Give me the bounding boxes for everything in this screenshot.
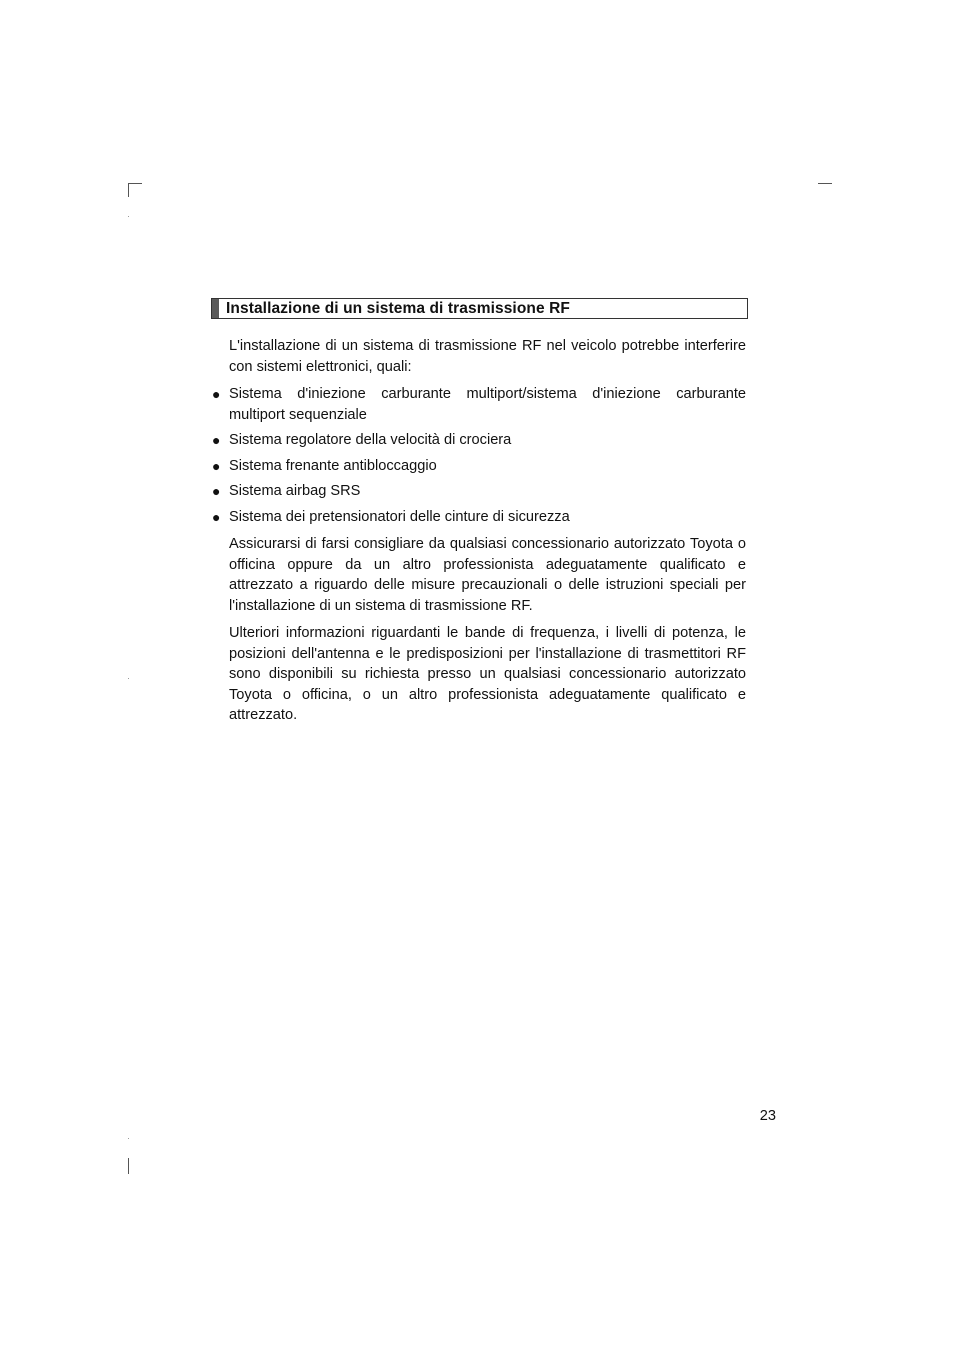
bullet-icon: ● xyxy=(212,386,221,402)
crop-mark-top-right xyxy=(818,183,832,184)
list-item-text: Sistema dei pretensionatori delle cinture di sicurezza xyxy=(229,508,570,525)
list-item-text: Sistema frenante antibloccaggio xyxy=(229,457,437,474)
crop-mark-bottom-left xyxy=(128,1158,129,1174)
list-item-text: Sistema d'iniezione carburante multiport/sistema d'iniezione carburante multiport sequenziale xyxy=(229,386,746,423)
list-item xyxy=(212,481,746,502)
list-item xyxy=(212,456,746,477)
crop-mark-top-left-vertical xyxy=(128,183,129,197)
page-content xyxy=(212,336,746,733)
info-paragraph: Ulteriori informazioni riguardanti le bande di frequenza, i livelli di potenza, le posizioni dell'antenna e le predisposizioni per l'installazione di trasmettitori RF sono disponibili su richiesta presso un qualsiasi concessionario autorizzato Toyota o officina, o un altro professionista adeguatamente qualificato e attrezzato. xyxy=(229,625,746,723)
margin-dot xyxy=(128,678,129,679)
list-item xyxy=(212,430,746,451)
section-header-bar xyxy=(212,299,219,318)
intro-paragraph: L'installazione di un sistema di trasmissione RF nel veicolo potrebbe interferire con sistemi elettronici, quali: xyxy=(229,338,746,375)
list-item xyxy=(212,507,746,528)
margin-dot xyxy=(128,1138,129,1139)
list-item-text: Sistema regolatore della velocità di crociera xyxy=(229,432,512,448)
list-item xyxy=(212,384,746,425)
section-header xyxy=(211,298,748,319)
crop-mark-top-left xyxy=(128,183,142,184)
bullet-icon: ● xyxy=(212,483,221,499)
page-number: 23 xyxy=(759,1108,776,1124)
bullet-icon: ● xyxy=(212,508,221,525)
advice-paragraph: Assicurarsi di farsi consigliare da qualsiasi concessionario autorizzato Toyota o officina oppure da un altro professionista adeguatamente qualificato e attrezzato a riguardo delle misure precauzionali o delle istruzioni speciali per l'installazione di un sistema di trasmissione RF. xyxy=(229,536,746,614)
bullet-icon: ● xyxy=(212,457,221,474)
bullet-icon: ● xyxy=(212,432,221,448)
margin-dot xyxy=(128,216,129,217)
section-title: Installazione di un sistema di trasmissione RF xyxy=(226,299,570,317)
list-item-text: Sistema airbag SRS xyxy=(229,483,361,499)
